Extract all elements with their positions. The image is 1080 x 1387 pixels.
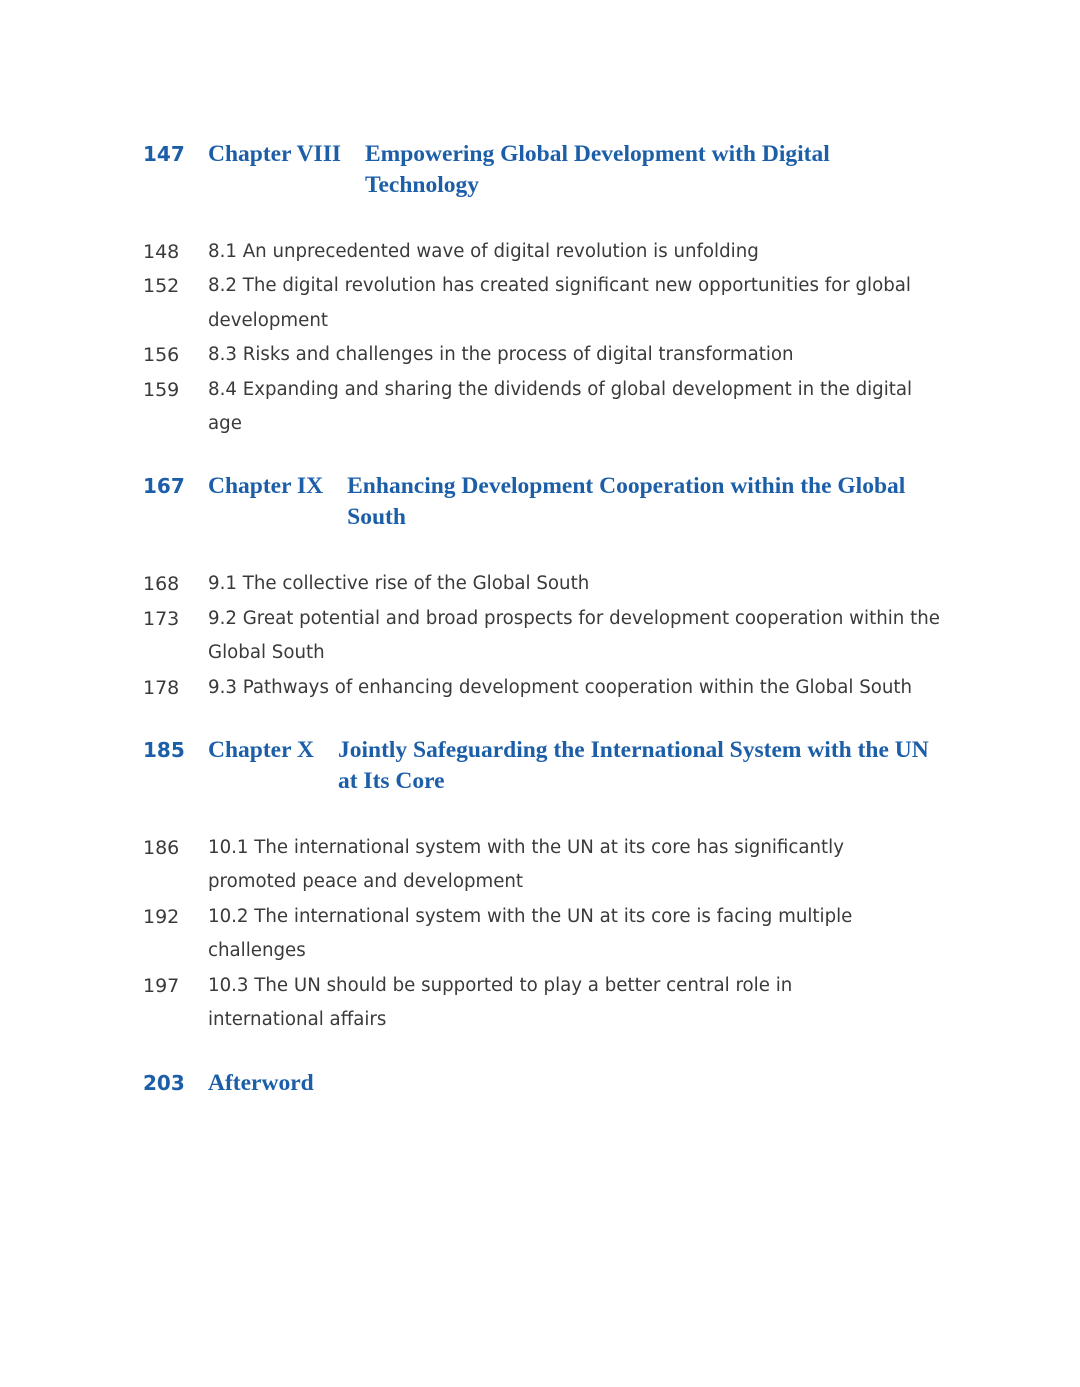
table-of-contents <box>143 139 943 1133</box>
afterword-page-number: 203 <box>143 1070 185 1095</box>
chapter-sections-viii <box>143 235 943 441</box>
toc-entry[interactable] <box>143 969 943 1038</box>
chapter-page-number: 147 <box>143 142 185 166</box>
chapter-title: Enhancing Development Cooperation within the Global South <box>347 473 906 531</box>
toc-entry[interactable] <box>143 338 943 372</box>
entry-page-number: 168 <box>143 573 180 596</box>
entry-page-number: 197 <box>143 974 180 997</box>
chapter-title: Empowering Global Development with Digital Technology <box>364 141 830 198</box>
chapter-heading-x[interactable] <box>143 735 943 797</box>
toc-entry[interactable] <box>143 235 943 269</box>
entry-title: 8.2 The digital revolution has created significant new opportunities for global development <box>208 275 911 331</box>
entry-page-number: 152 <box>143 275 180 298</box>
entry-page-number: 178 <box>143 676 180 699</box>
chapter-label: Chapter IX <box>208 473 324 500</box>
toc-entry[interactable] <box>143 900 943 969</box>
entry-page-number: 159 <box>143 378 180 401</box>
chapter-sections-ix <box>143 567 943 705</box>
entry-page-number: 148 <box>143 241 180 263</box>
chapter-sections-x <box>143 831 943 1037</box>
entry-title: 8.1 An unprecedented wave of digital revolution is unfolding <box>208 241 759 262</box>
entry-title: 10.2 The international system with the UN at its core is facing multiple challenges <box>208 905 853 962</box>
toc-entry[interactable] <box>143 602 943 671</box>
chapter-heading-viii[interactable] <box>143 139 943 201</box>
entry-page-number: 173 <box>143 607 180 630</box>
entry-title: 9.1 The collective rise of the Global South <box>208 573 590 595</box>
entry-title: 10.3 The UN should be supported to play a better central role in international affairs <box>208 974 793 1031</box>
entry-page-number: 192 <box>143 905 180 928</box>
chapter-label: Chapter VIII <box>208 141 341 167</box>
entry-title: 10.1 The international system with the UN at its core has significantly promoted peace and development <box>208 837 844 893</box>
toc-entry[interactable] <box>143 671 943 705</box>
entry-page-number: 156 <box>143 344 180 367</box>
toc-entry[interactable] <box>143 373 943 442</box>
toc-entry[interactable] <box>143 831 943 900</box>
afterword-label: Afterword <box>208 1069 314 1096</box>
afterword-heading[interactable] <box>143 1068 943 1099</box>
chapter-heading-ix[interactable] <box>143 471 943 533</box>
entry-title: 8.3 Risks and challenges in the process of digital transformation <box>208 344 794 366</box>
chapter-page-number: 167 <box>143 474 185 499</box>
entry-title: 8.4 Expanding and sharing the dividends of global development in the digital age <box>208 378 913 435</box>
toc-entry[interactable] <box>143 567 943 601</box>
chapter-title: Jointly Safeguarding the International System with the UN at Its Core <box>337 737 929 795</box>
entry-title: 9.3 Pathways of enhancing development cooperation within the Global South <box>208 676 913 698</box>
entry-title: 9.2 Great potential and broad prospects for development cooperation within the Global South <box>208 607 940 664</box>
chapter-label: Chapter X <box>208 737 314 764</box>
entry-page-number: 186 <box>143 837 180 860</box>
chapter-page-number: 185 <box>143 738 185 763</box>
toc-entry[interactable] <box>143 269 943 338</box>
